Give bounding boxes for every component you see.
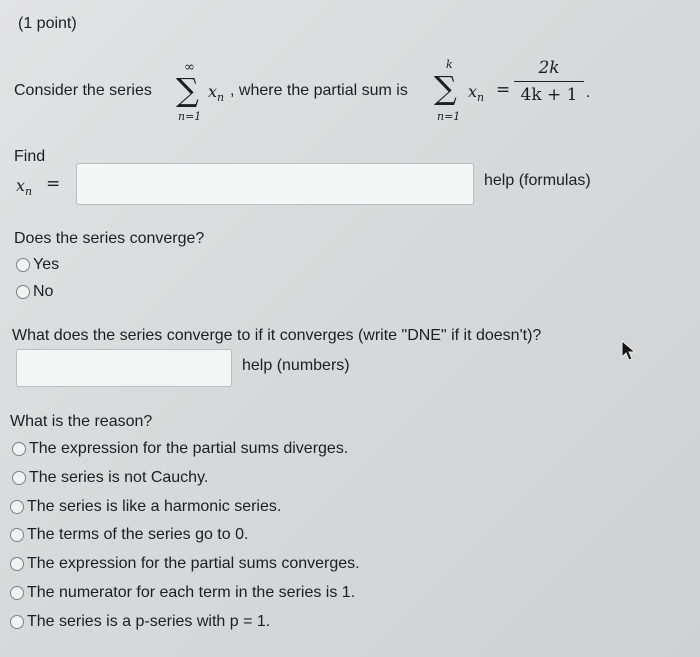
- statement-period: .: [586, 84, 591, 101]
- option-no-label[interactable]: No: [33, 283, 54, 300]
- radio-reason-5[interactable]: [10, 557, 24, 571]
- series-intro-text: Consider the series: [14, 82, 152, 99]
- fraction-numerator: 2k: [514, 58, 584, 82]
- mouse-cursor-icon: [620, 340, 638, 362]
- reason-option-4[interactable]: The terms of the series go to 0.: [27, 526, 249, 543]
- partial-sum-term: $x_n$: [468, 82, 485, 105]
- sum-lower-limit: n=1: [178, 110, 202, 123]
- partial-sum-upper-limit: k: [446, 58, 453, 71]
- help-numbers-link[interactable]: help (numbers): [242, 357, 350, 374]
- reason-option-5[interactable]: The expression for the partial sums converges.: [27, 555, 360, 572]
- radio-reason-7[interactable]: [10, 615, 24, 629]
- series-term: $x_n$: [208, 82, 225, 105]
- partial-sum-fraction: [514, 58, 584, 105]
- reason-question: What is the reason?: [10, 413, 153, 430]
- partial-sum-symbol: ∑: [434, 69, 457, 107]
- limit-input[interactable]: [16, 349, 232, 387]
- fraction-denominator: 4k + 1: [520, 85, 578, 105]
- sum-upper-limit: ∞: [184, 60, 195, 75]
- xn-label: $x_n$: [16, 176, 33, 199]
- option-yes-label[interactable]: Yes: [33, 256, 60, 273]
- problem-points: (1 point): [18, 15, 77, 32]
- reason-option-3[interactable]: The series is like a harmonic series.: [27, 498, 282, 515]
- radio-yes[interactable]: [16, 258, 30, 272]
- partial-sum-equals: =: [496, 80, 511, 100]
- converge-question: Does the series converge?: [14, 230, 205, 247]
- radio-no[interactable]: [16, 285, 30, 299]
- radio-reason-3[interactable]: [10, 500, 24, 514]
- xn-formula-input[interactable]: [76, 163, 474, 205]
- radio-reason-1[interactable]: [12, 442, 26, 456]
- xn-equals: =: [46, 174, 61, 194]
- limit-question: What does the series converge to if it converges (write "DNE" if it doesn't)?: [12, 327, 542, 344]
- reason-option-6[interactable]: The numerator for each term in the series is 1.: [27, 584, 356, 601]
- reason-option-2[interactable]: The series is not Cauchy.: [29, 469, 209, 486]
- radio-reason-4[interactable]: [10, 528, 24, 542]
- help-formulas-link[interactable]: help (formulas): [484, 172, 591, 189]
- partial-sum-lower-limit: n=1: [437, 110, 461, 123]
- radio-reason-2[interactable]: [12, 471, 26, 485]
- reason-option-1[interactable]: The expression for the partial sums diverges.: [29, 440, 349, 457]
- reason-option-7[interactable]: The series is a p-series with p = 1.: [27, 613, 271, 630]
- find-label: Find: [14, 148, 46, 165]
- sum-symbol: ∑: [176, 71, 199, 109]
- radio-reason-6[interactable]: [10, 586, 24, 600]
- series-middle-text: , where the partial sum is: [230, 82, 408, 99]
